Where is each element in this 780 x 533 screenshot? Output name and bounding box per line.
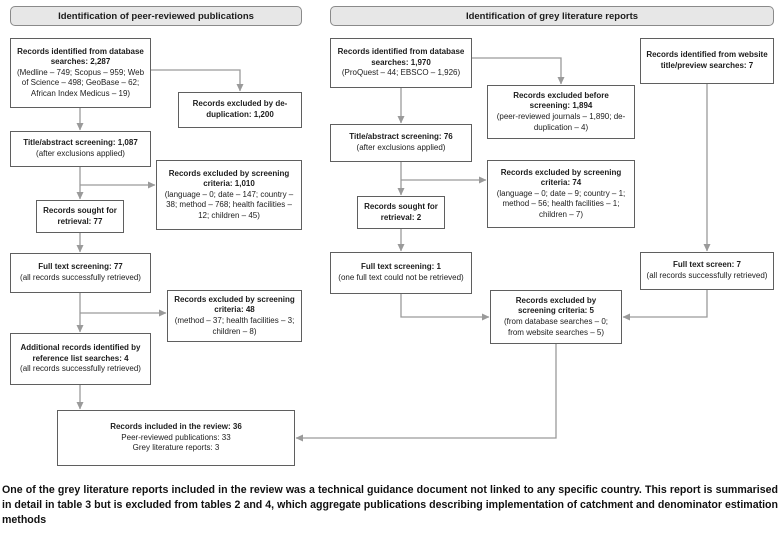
box-detail: (method – 37; health facilities – 3; children – 8) [174,316,295,336]
included-grey-literature-count: Grey literature reports: 3 [132,443,220,453]
box-detail: (peer-reviewed journals – 1,890; de-duplication – 4) [496,112,626,132]
arrow-gl-fulltext-to-excluded [401,294,489,317]
included-records-box [57,410,295,466]
box-title: Additional records identified by reference list searches: 4 [20,343,141,363]
box-title: Full text screening: 77 [38,262,123,272]
arrow-db-to-dedup [151,70,240,91]
box-title: Records sought for retrieval: 2 [364,201,438,222]
gl-before-screening-excluded-box [487,85,635,139]
box-title: Records identified from database searches: 2,287 [17,46,144,67]
box-title: Records sought for retrieval: 77 [43,205,117,226]
box-detail: (after exclusions applied) [356,143,446,152]
box-detail: (all records successfully retrieved) [20,364,141,374]
gl-full-text-excluded-box [490,290,622,344]
pr-full-text-excluded-box [167,290,302,342]
box-detail: (language – 0; date – 147; country – 38; method – 768; health facilities – 12; children – 45) [164,189,294,220]
gl-website-search-box [640,38,774,84]
gl-retrieval-box [357,196,445,229]
gl-db-search-box [330,38,472,88]
box-title: Records identified from database searches: 1,970 [337,47,465,67]
box-detail: (all records successfully retrieved) [20,273,141,282]
header-grey-literature [330,6,774,26]
box-detail: (after exclusions applied) [36,149,125,158]
gl-website-full-text-box [640,252,774,290]
gl-screening-excluded-box [487,160,635,228]
included-peer-reviewed-count: Peer-reviewed publications: 33 [121,432,231,442]
arrow-website-fulltext-to-excluded [623,290,707,317]
box-detail: (all records successfully retrieved) [646,271,768,280]
box-title: Title/abstract screening: 1,087 [23,138,138,148]
box-title: Title/abstract screening: 76 [349,132,453,142]
arrow-gl-db-to-before-excluded [472,58,561,84]
box-title: Records excluded before screening: 1,894 [513,90,609,111]
box-detail: (from database searches – 0; from website searches – 5) [503,317,609,337]
pr-title-abstract-box [10,131,151,167]
box-title: Records included in the review: 36 [110,422,242,432]
figure-caption: One of the grey literature reports included in the review was a technical guidance document not linked to any specific country. This report is summarised in detail in table 3 but is excluded from tables 2 and 4, which aggregate publications describing implementation of catchment and denominator estimation methods [2,484,778,527]
pr-reference-list-box [10,333,151,385]
box-title: Records excluded by de-duplication: 1,200 [192,99,288,119]
pr-full-text-box [10,253,151,293]
box-title: Full text screen: 7 [672,260,742,270]
box-detail: (ProQuest – 44; EBSCO – 1,926) [341,68,461,78]
gl-title-abstract-box [330,124,472,162]
arrow-to-included [296,344,556,438]
box-detail: (one full text could not be retrieved) [338,273,464,282]
pr-db-search-box [10,38,151,108]
box-title: Records excluded by screening criteria: 1,010 [168,168,290,189]
pr-retrieval-box [36,200,124,233]
box-title: Records identified from website title/preview searches: 7 [646,50,768,70]
header-peer-reviewed [10,6,302,26]
header-peer-reviewed-label: Identification of peer-reviewed publications [58,10,254,22]
pr-screening-excluded-box [156,160,302,230]
box-title: Records excluded by screening criteria: 74 [500,167,622,188]
header-grey-literature-label: Identification of grey literature reports [465,10,639,22]
pr-dedup-excluded-box [178,92,302,128]
box-detail: (Medline – 749; Scopus – 959; Web of Science – 498; GeoBase – 62; African Index Medicus – 19) [16,67,145,98]
gl-full-text-box [330,252,472,294]
box-title: Full text screening: 1 [360,262,442,272]
box-title: Records excluded by screening criteria: 48 [174,294,295,315]
box-title: Records excluded by screening criteria: 5 [515,295,597,316]
box-detail: (language – 0; date – 9; country – 1; method – 56; health facilities – 1; children – 7) [496,188,626,219]
